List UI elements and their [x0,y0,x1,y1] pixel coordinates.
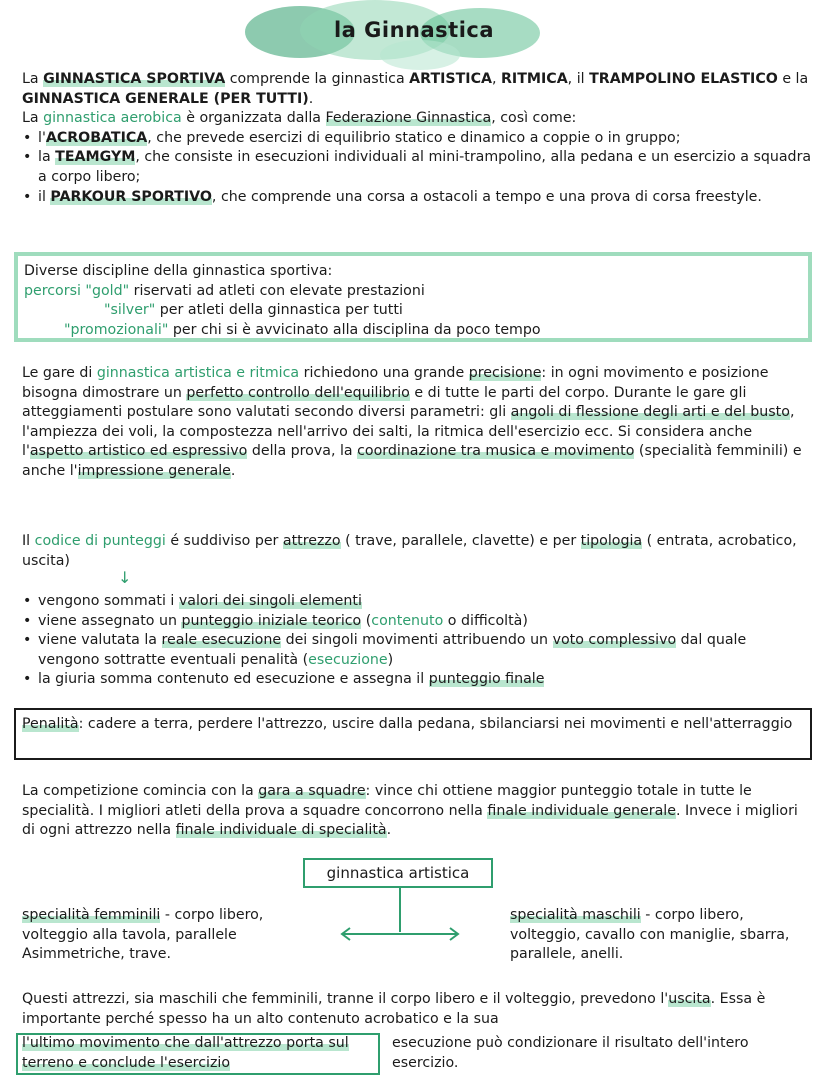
text: ( entrata, acrobatico, uscita) [22,533,797,569]
keyword: attrezzo [282,533,341,549]
text: il [38,188,51,205]
text: , che comprende una corsa a ostacoli a tempo e una prova di corsa freestyle. [211,188,762,205]
text: , che consiste in esecuzioni individuali al mini-trampolino, alla pedana e un esercizio a squadra a corpo libero; [38,149,812,185]
text: l'ultimo movimento che dall'attrezzo porta sul terreno e conclude l'esercizio [22,1035,349,1071]
text: ( [361,612,372,629]
text: - corpo libero, volteggio, cavallo con maniglie, sbarra, parallele, anelli. [510,907,790,963]
keyword: esecuzione [308,651,388,668]
intro-paragraph [22,70,812,109]
keyword: ARTISTICA [409,71,492,87]
keyword: punteggio finale [428,671,545,688]
text: o difficoltà) [443,612,528,629]
text: La competizione comincia con la [22,783,259,799]
keyword: ginnastica artistica e ritmica [96,365,300,381]
text: , che prevede esercizi di equilibrio statico e dinamico a coppie o in gruppo; [147,129,681,146]
text: richiedono una grande [299,365,469,381]
text: Questi attrezzi, sia maschili che femminili, tranne il corpo libero e il volteggio, prevedono l' [22,991,669,1007]
text: Le gare di [22,365,97,381]
keyword: reale esecuzione [161,632,282,649]
list-item [38,188,812,208]
text: é suddiviso per [165,533,283,549]
text: : vince chi ottiene maggior punteggio totale in tutte le specialità. I migliori atleti della prova a squadre concorrono nella [22,783,752,819]
text: , così come: [491,110,577,127]
keyword: GINNASTICA SPORTIVA [43,71,226,87]
text: comprende la ginnastica [225,71,410,87]
keyword: RITMICA [501,71,568,87]
text: vengono sommati i [38,593,179,609]
text: dei singoli movimenti attribuendo un [281,632,553,649]
keyword: TRAMPOLINO ELASTICO [589,71,778,87]
list-item [38,592,812,612]
keyword: Federazione Ginnastica [325,110,492,127]
text: e di tutte le parti del corpo. Durante le gare gli atteggiamenti postulare sono valutati secondo diversi parametri: gli [22,384,747,421]
text: l' [38,129,46,146]
text: , il [567,71,590,87]
list-item [38,670,812,690]
disciplines-block [24,262,814,340]
keyword: TEAMGYM [55,149,136,166]
gare-paragraph [22,364,812,482]
keyword: impressione generale [77,462,231,479]
text: esecuzione può condizionare il risultato dell'intero esercizio. [392,1035,749,1071]
page-title: la Ginnastica [333,18,495,42]
text: . Invece i migliori di ogni attrezzo nella [22,802,798,839]
text: . [308,90,314,107]
text: riservati ad atleti con elevate prestazioni [129,282,425,299]
keyword: ACROBATICA [45,129,148,146]
diagram-connector [330,888,470,948]
list-item [38,631,812,670]
codice-list [22,592,812,690]
keyword: punteggio iniziale teorico [181,612,362,629]
codice-list-block [22,592,812,690]
keyword: angoli di flessione degli arti e del busto [510,404,790,421]
text: La [22,110,44,127]
diagram-left [22,906,322,965]
keyword: aspetto artistico ed espressivo [29,443,248,460]
text: è organizzata dalla [181,110,326,127]
keyword: GINNASTICA GENERALE (PER TUTTI) [22,90,309,107]
text: ( trave, parallele, clavette) e per [340,533,581,549]
competizione-paragraph [22,782,812,841]
diagram-right [510,906,810,965]
text: - corpo libero, volteggio alla tavola, parallele Asimmetriche, trave. [22,907,264,963]
uscita-definition [22,1034,376,1073]
keyword: voto complessivo [552,632,677,649]
text: : cadere a terra, perdere l'attrezzo, uscire dalla pedana, sbilanciarsi nei movimenti e nell'atterraggio [78,716,793,732]
text: la [38,149,56,166]
keyword: "silver" [104,302,156,319]
keyword: gara a squadre [258,783,366,799]
text: per chi si è avvicinato alla disciplina da poco tempo [168,321,541,338]
keyword: finale individuale di specialità [175,822,387,839]
keyword: finale individuale generale [487,802,676,819]
text: . Essa è importante perché spesso ha un alto contenuto acrobatico e la sua [22,991,766,1027]
text: . [230,462,236,479]
keyword: specialità femminili [22,907,161,923]
text: La [22,71,44,87]
keyword: perfetto controllo dell'equilibrio [186,384,410,401]
discipline-silver [24,301,814,321]
arrow-down-icon: ↓ [118,568,132,587]
title-blob [380,40,460,70]
disciplines-heading: Diverse discipline della ginnastica sportiva: [24,263,333,279]
text: . [386,822,392,839]
keyword: contenuto [371,612,444,629]
text: : in ogni movimento e posizione bisogna dimostrare un [22,365,769,401]
text: della prova, la [247,443,358,460]
keyword: "promozionali" [64,321,169,338]
aerobica-list [22,129,812,207]
text: , l'ampiezza dei voli, la compostezza nell'arrivo dei salti, la ritmica dell'esercizio ecc. Si considera anche l' [22,404,795,460]
text: e la [777,71,809,87]
text: ) [387,651,394,668]
text: per atleti della ginnastica per tutti [155,302,403,319]
keyword: codice di punteggi [34,533,166,549]
keyword: coordinazione tra musica e movimento [357,443,635,460]
keyword: ginnastica aerobica [43,110,182,127]
discipline-gold [24,282,814,302]
text: viene valutata la [38,632,162,649]
text: , [491,71,501,87]
text: viene assegnato un [38,612,182,629]
ending-right [392,1034,812,1073]
keyword: valori dei singoli elementi [178,593,362,609]
list-item [38,612,812,632]
keyword: uscita [668,991,711,1007]
text: Il [22,533,35,549]
keyword: percorsi "gold" [24,282,130,299]
keyword: Penalità [22,716,79,732]
codice-paragraph [22,532,812,571]
discipline-promozionali [24,321,814,341]
intro-block [22,70,812,207]
ending-paragraph [22,990,812,1029]
penalita-text [22,715,806,735]
keyword: precisione [468,365,542,381]
text: (specialità femminili) e anche l' [22,443,802,479]
diagram-center-box: ginnastica artistica [303,858,493,888]
list-item [38,148,812,187]
keyword: tipologia [580,533,643,549]
text: dal quale vengono sottratte eventuali penalità ( [38,632,747,668]
aerobica-paragraph [22,109,812,129]
keyword: specialità maschili [510,907,641,923]
text: la giuria somma contenuto ed esecuzione e assegna il [38,671,429,688]
keyword: PARKOUR SPORTIVO [50,188,212,205]
list-item [38,129,812,149]
